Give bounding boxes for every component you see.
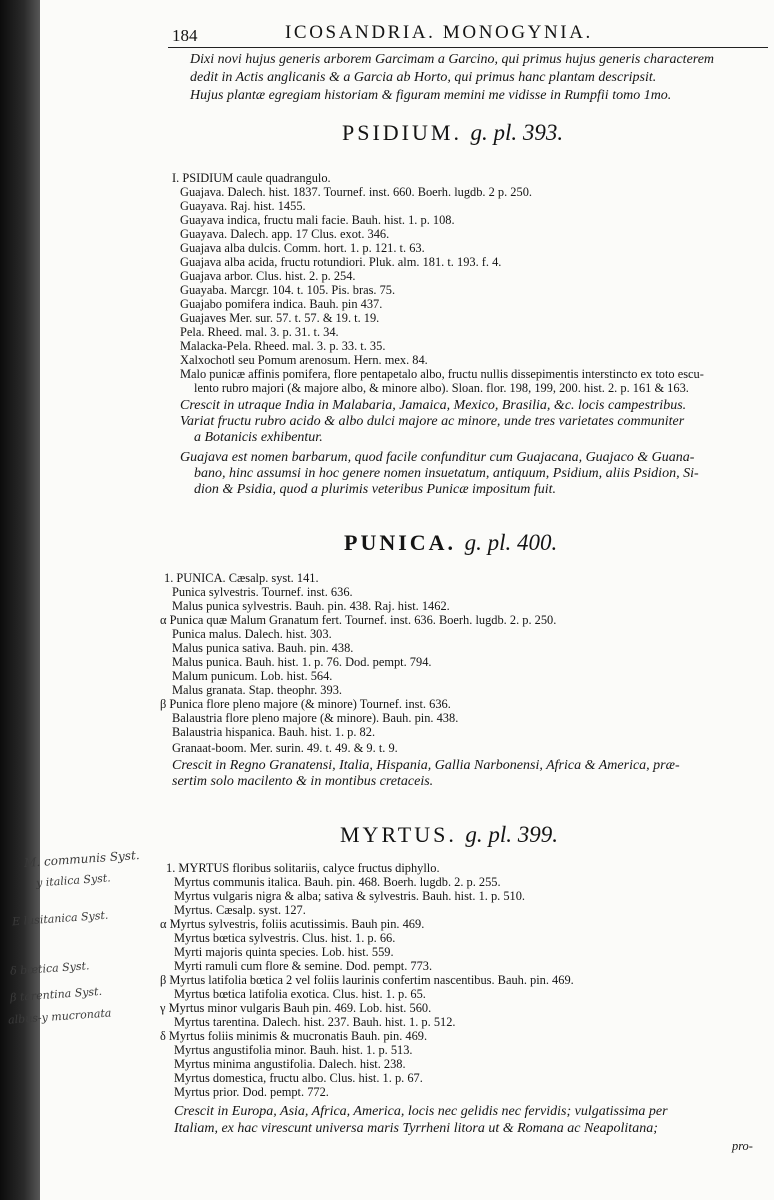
synonym-line: lento rubro majori (& majore albo, & minore albo). Sloan. flor. 198, 199, 200. hist. 2. p. 161 & 163. xyxy=(194,381,689,395)
running-head: ICOSANDRIA. MONOGYNIA. xyxy=(285,22,593,43)
synonym-line: Malus granata. Stap. theophr. 393. xyxy=(172,683,342,697)
marginal-note: albus-y mucronata xyxy=(7,1006,112,1027)
habitat-line: Italiam, ex hac virescunt universa maris Tyrrheni litora ut & Romana ac Neapolitana; xyxy=(174,1121,658,1136)
synonym-line: Myrtus communis italica. Bauh. pin. 468. Boerh. lugdb. 2. p. 255. xyxy=(174,875,501,889)
synonym-line: Malum punicum. Lob. hist. 564. xyxy=(172,669,333,683)
species-entry: 1. PUNICA. Cæsalp. syst. 141. xyxy=(164,571,319,585)
synonym-line: Guayaba. Marcgr. 104. t. 105. Pis. bras. 75. xyxy=(180,283,396,297)
synonym-line: Myrtus tarentina. Dalech. hist. 237. Bauh. hist. 1. p. 512. xyxy=(174,1015,456,1029)
etymology-note: bano, hinc assumsi in hoc genere nomen insuetatum, antiquum, Psidium, aliis Psidion, Si- xyxy=(194,466,699,481)
synonym-line: α Punica quæ Malum Granatum fert. Tournef. inst. 636. Boerh. lugdb. 2. p. 250. xyxy=(160,613,557,627)
synonym-line: Malus punica sylvestris. Bauh. pin. 438. Raj. hist. 1462. xyxy=(172,599,450,613)
synonym-line: Punica malus. Dalech. hist. 303. xyxy=(172,627,332,641)
variation-line: Variat fructu rubro acido & albo dulci majore ac minore, unde tres varietates communiter xyxy=(180,414,685,429)
genus-title-myrtus xyxy=(340,822,558,848)
etymology-note: dion & Psidia, quod a plurimis veteribus Punicæ impositum fuit. xyxy=(194,482,557,497)
synonym-line: Myrti majoris quinta species. Lob. hist. 559. xyxy=(174,945,394,959)
species-entry: I. PSIDIUM caule quadrangulo. xyxy=(172,171,331,185)
habitat-line: Crescit in Regno Granatensi, Italia, Hispania, Gallia Narbonensi, Africa & America, præ- xyxy=(172,758,680,773)
catchword: pro- xyxy=(732,1139,753,1153)
genus-title-psidium xyxy=(342,120,563,146)
synonym-line: Myrtus domestica, fructu albo. Clus. hist. 1. p. 67. xyxy=(174,1071,423,1085)
synonym-line: Guayava indica, fructu mali facie. Bauh. hist. 1. p. 108. xyxy=(180,213,455,227)
synonym-line: Guajaves Mer. sur. 57. t. 57. & 19. t. 19. xyxy=(180,311,380,325)
genus-name: PUNICA. xyxy=(344,530,457,555)
genus-title-punica xyxy=(344,530,557,556)
synonym-line: Pela. Rheed. mal. 3. p. 31. t. 34. xyxy=(180,325,339,339)
marginal-note: β tarentina Syst. xyxy=(9,984,103,1005)
synonym-line: Malacka-Pela. Rheed. mal. 3. p. 33. t. 35. xyxy=(180,339,386,353)
synonym-line: Myrtus angustifolia minor. Bauh. hist. 1. p. 513. xyxy=(174,1043,413,1057)
marginal-note: M. communis Syst. xyxy=(23,847,141,871)
intro-line: Hujus plantæ egregiam historiam & figuram memini me vidisse in Rumpfii tomo 1mo. xyxy=(190,88,672,103)
synonym-line: γ Myrtus minor vulgaris Bauh pin. 469. Lob. hist. 560. xyxy=(160,1001,432,1015)
synonym-line: δ Myrtus foliis minimis & mucronatis Bauh. pin. 469. xyxy=(160,1029,428,1043)
synonym-line: β Myrtus latifolia bœtica 2 vel foliis laurinis confertim nascentibus. Bauh. pin. 469. xyxy=(160,973,574,987)
genus-reference: g. pl. 400. xyxy=(464,530,558,555)
intro-line: Dixi novi hujus generis arborem Garcimam a Garcino, qui primus hujus generis characterem xyxy=(190,52,715,67)
synonym-line: Malo punicæ affinis pomifera, flore pentapetalo albo, fructu nullis dissepimentis interstincto ex toto escu- xyxy=(180,367,704,381)
synonym-line: Malus punica. Bauh. hist. 1. p. 76. Dod. pempt. 794. xyxy=(172,655,432,669)
synonym-line: Xalxochotl seu Pomum arenosum. Hern. mex. 84. xyxy=(180,353,428,367)
synonym-line: Guajava alba acida, fructu rotundiori. Pluk. alm. 181. t. 193. f. 4. xyxy=(180,255,502,269)
habitat-line: Crescit in Europa, Asia, Africa, America, locis nec gelidis nec fervidis; vulgatissima per xyxy=(174,1104,668,1119)
synonym-line: Guayava. Raj. hist. 1455. xyxy=(180,199,306,213)
habitat-line: sertim solo macilento & in montibus cretaceis. xyxy=(172,774,434,789)
synonym-line: Myrtus. Cæsalp. syst. 127. xyxy=(174,903,306,917)
synonym-line: Myrtus prior. Dod. pempt. 772. xyxy=(174,1085,329,1099)
etymology-note: Guajava est nomen barbarum, quod facile confunditur cum Guajacana, Guajaco & Guana- xyxy=(180,450,695,465)
synonym-line: Granaat-boom. Mer. surin. 49. t. 49. & 9. t. 9. xyxy=(172,741,398,755)
synonym-line: α Myrtus sylvestris, foliis acutissimis. Bauh pin. 469. xyxy=(160,917,425,931)
header-rule xyxy=(168,47,768,48)
synonym-line: Myrtus bœtica latifolia exotica. Clus. hist. 1. p. 65. xyxy=(174,987,426,1001)
synonym-line: Myrtus vulgaris nigra & alba; sativa & sylvestris. Bauh. hist. 1. p. 510. xyxy=(174,889,526,903)
variation-line: a Botanicis exhibentur. xyxy=(194,430,323,445)
genus-name: MYRTUS. xyxy=(340,822,457,847)
synonym-line: Guajava. Dalech. hist. 1837. Tournef. inst. 660. Boerh. lugdb. 2 p. 250. xyxy=(180,185,532,199)
intro-line: dedit in Actis anglicanis & a Garcia ab Horto, qui primus hanc plantam descripsit. xyxy=(190,70,657,85)
book-page xyxy=(7,0,774,1200)
synonym-line: Malus punica sativa. Bauh. pin. 438. xyxy=(172,641,354,655)
synonym-line: Guajava alba dulcis. Comm. hort. 1. p. 121. t. 63. xyxy=(180,241,425,255)
synonym-line: Guajava arbor. Clus. hist. 2. p. 254. xyxy=(180,269,356,283)
synonym-line: Guajabo pomifera indica. Bauh. pin 437. xyxy=(180,297,383,311)
synonym-line: Balaustria hispanica. Bauh. hist. 1. p. 82. xyxy=(172,725,376,739)
synonym-line: Myrtus bœtica sylvestris. Clus. hist. 1. p. 66. xyxy=(174,931,396,945)
synonym-line: β Punica flore pleno majore (& minore) Tournef. inst. 636. xyxy=(160,697,451,711)
genus-reference: g. pl. 399. xyxy=(465,822,559,847)
genus-reference: g. pl. 393. xyxy=(470,120,564,145)
marginal-note: δ bœtica Syst. xyxy=(9,959,90,978)
synonym-line: Myrti ramuli cum flore & semine. Dod. pempt. 773. xyxy=(174,959,433,973)
synonym-line: Myrtus minima angustifolia. Dalech. hist. 238. xyxy=(174,1057,406,1071)
synonym-line: Balaustria flore pleno majore (& minore). Bauh. pin. 438. xyxy=(172,711,459,725)
marginal-note: y italica Syst. xyxy=(35,871,112,890)
genus-name: PSIDIUM. xyxy=(342,120,462,145)
habitat-line: Crescit in utraque India in Malabaria, Jamaica, Mexico, Brasilia, &c. locis campestribus. xyxy=(180,398,687,413)
marginal-note: E lusitanica Syst. xyxy=(11,908,109,929)
synonym-line: Punica sylvestris. Tournef. inst. 636. xyxy=(172,585,353,599)
species-entry: 1. MYRTUS floribus solitariis, calyce fructus diphyllo. xyxy=(166,861,440,875)
synonym-line: Guayava. Dalech. app. 17 Clus. exot. 346. xyxy=(180,227,390,241)
page-number: 184 xyxy=(172,26,198,45)
